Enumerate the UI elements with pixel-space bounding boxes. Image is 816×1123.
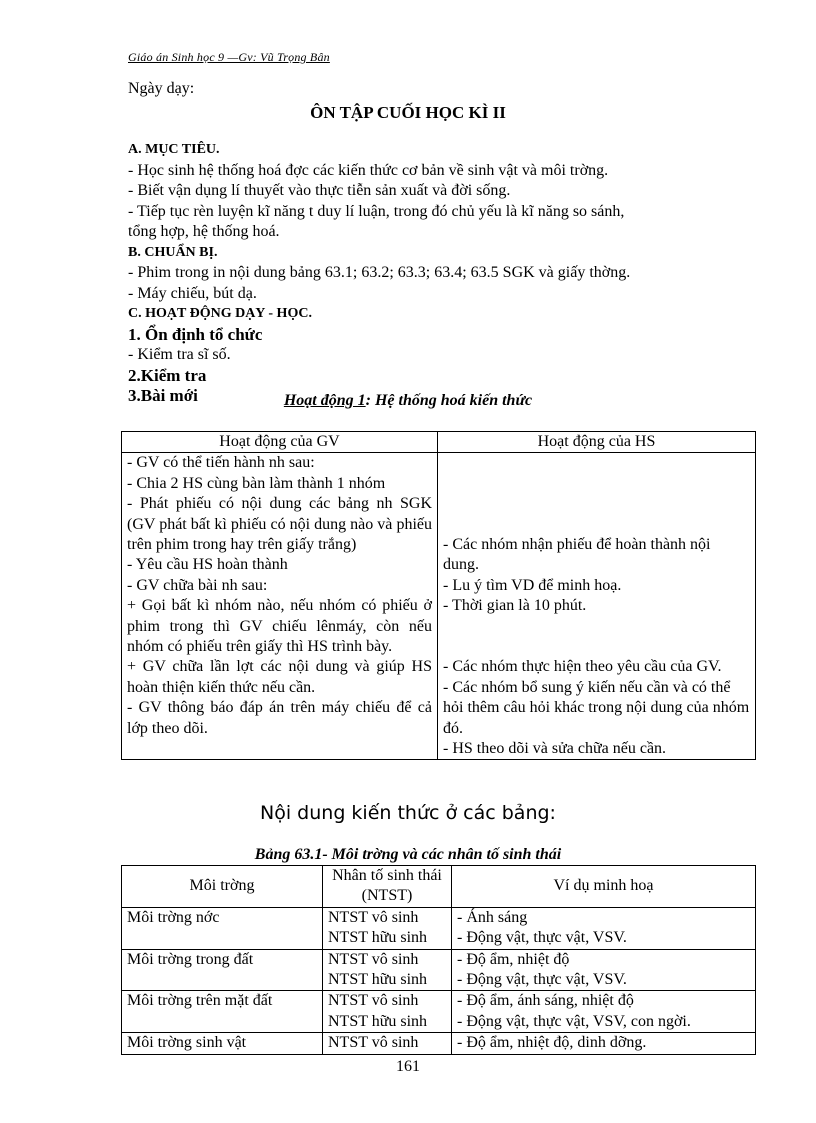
section-a-heading: A. MỤC TIÊU. <box>128 142 220 157</box>
example: - Ánh sáng <box>457 908 528 926</box>
example: - Động vật, thực vật, VSV. <box>457 971 627 989</box>
table-row <box>122 453 756 760</box>
environment-cell: Môi trờng nớc <box>122 907 323 949</box>
section-b-item: - Máy chiếu, bút dạ. <box>128 284 257 302</box>
column-header-factors: Nhân tố sinh thái (NTST) <box>323 866 452 908</box>
factor-cell <box>323 1033 452 1054</box>
gv-step: - Yêu cầu HS hoàn thành <box>127 556 288 574</box>
date-label: Ngày dạy: <box>128 80 195 97</box>
example: - Động vật, thực vật, VSV. <box>457 929 627 947</box>
section-a-item: tổng hợp, hệ thống hoá. <box>128 223 280 240</box>
example: - Động vật, thực vật, VSV, con ngời. <box>457 1012 691 1030</box>
environment-cell: Môi trờng trong đất <box>122 949 323 991</box>
table-row <box>122 949 756 991</box>
example: - Độ ẩm, nhiệt độ, dinh dỡng. <box>457 1034 647 1052</box>
table-row <box>122 907 756 949</box>
section-b-item: - Phim trong in nội dung bảng 63.1; 63.2; 63.3; 63.4; 63.5 SGK và giấy thờng. <box>128 264 631 281</box>
table-row <box>122 991 756 1033</box>
gv-step: - GV có thể tiến hành nh sau: <box>127 454 315 472</box>
table-63-1 <box>121 865 756 1055</box>
example: - Độ ẩm, nhiệt độ <box>457 950 570 968</box>
step-1-heading: 1. Ổn định tổ chức <box>128 324 263 344</box>
section-a-item: - Học sinh hệ thống hoá đợc các kiến thức cơ bản về sinh vật và môi trờng. <box>128 161 609 179</box>
gv-cell <box>122 453 438 760</box>
hs-step: - Các nhóm thực hiện theo yêu cầu của GV. <box>443 658 722 676</box>
activity-table <box>121 431 756 760</box>
running-header: Giáo án Sinh học 9 —Gv: Vũ Trọng Bân <box>128 50 330 64</box>
page-title: ÔN TẬP CUỐI HỌC KÌ II <box>310 103 506 122</box>
environment-cell: Môi trờng sinh vật <box>122 1033 323 1054</box>
step-1-item: - Kiểm tra sĩ số. <box>128 346 231 363</box>
hs-cell <box>438 453 756 760</box>
example-cell <box>452 1033 756 1054</box>
example-cell <box>452 949 756 991</box>
hs-step: - HS theo dõi và sửa chữa nếu cần. <box>443 740 667 758</box>
table-header-row <box>122 866 756 908</box>
factor: NTST vô sinh <box>328 992 419 1010</box>
hs-step: - Các nhóm bổ sung ý kiến nếu cần và có thể hỏi thêm câu hỏi khác trong nội dung của nhóm đó. <box>443 678 750 737</box>
section-a-item: - Biết vận dụng lí thuyết vào thực tiễn sản xuất và đời sống. <box>128 182 511 199</box>
step-3-heading: 3.Bài mới <box>128 386 198 405</box>
factor: NTST vô sinh <box>328 1034 419 1052</box>
activity-1-title: : Hệ thống hoá kiến thức <box>365 392 533 409</box>
factor-cell <box>323 991 452 1033</box>
factor-cell <box>323 907 452 949</box>
table-header-row <box>122 432 756 453</box>
activity-1-label: Hoạt động 1 <box>283 392 366 409</box>
column-header-environment: Môi trờng <box>122 866 323 908</box>
page-number: 161 <box>396 1058 420 1075</box>
factor: NTST vô sinh <box>328 908 419 926</box>
factor: NTST hữu sinh <box>328 929 428 947</box>
example-cell <box>452 907 756 949</box>
step-2-heading: 2.Kiểm tra <box>128 365 207 385</box>
gv-step: - GV chữa bài nh sau: <box>127 576 268 594</box>
gv-step: - Phát phiếu có nội dung các bảng nh SGK (GV phát bất kì phiếu có nội dung nào và phiếu trên phim trong hay trên giấy trắng) <box>127 495 432 554</box>
factor-cell <box>323 949 452 991</box>
hs-step: - Thời gian là 10 phút. <box>443 597 587 615</box>
content-title: Nội dung kiến thức ở các bảng: <box>260 802 556 824</box>
factor: NTST hữu sinh <box>328 1012 428 1030</box>
lesson-body <box>128 140 768 407</box>
activity-1-heading <box>0 392 816 410</box>
factor: NTST vô sinh <box>328 950 419 968</box>
hs-step: - Các nhóm nhận phiếu để hoàn thành nội dung. <box>443 536 711 574</box>
gv-step: - GV thông báo đáp án trên máy chiếu để cả lớp theo dõi. <box>127 699 432 737</box>
table-row <box>122 1033 756 1054</box>
gv-step: - Chia 2 HS cùng bàn làm thành 1 nhóm <box>127 474 386 492</box>
table-63-1-title: Bảng 63.1- Môi trờng và các nhân tố sinh thái <box>254 846 562 863</box>
column-header-hs: Hoạt động của HS <box>438 432 756 453</box>
section-c-heading: C. HOẠT ĐỘNG DẠY - HỌC. <box>128 306 312 321</box>
factor: NTST hữu sinh <box>328 971 428 989</box>
environment-cell: Môi trờng trên mặt đất <box>122 991 323 1033</box>
example: - Độ ẩm, ánh sáng, nhiệt độ <box>457 992 634 1010</box>
section-a-item: - Tiếp tục rèn luyện kĩ năng t duy lí luận, trong đó chủ yếu là kĩ năng so sánh, <box>128 202 625 220</box>
column-header-gv: Hoạt động của GV <box>122 432 438 453</box>
section-b-heading: B. CHUẨN BỊ. <box>128 244 218 260</box>
gv-step: + Gọi bất kì nhóm nào, nếu nhóm có phiếu ở phim trong thì GV chiếu lênmáy, còn nếu nhóm có phiếu trên giấy thì HS trình bày. <box>127 597 432 656</box>
gv-step: + GV chữa lần lợt các nội dung và giúp HS hoàn thiện kiến thức nếu cần. <box>127 658 432 696</box>
hs-step: - Lu ý tìm VD để minh hoạ. <box>443 576 622 594</box>
column-header-examples: Ví dụ minh hoạ <box>452 866 756 908</box>
example-cell <box>452 991 756 1033</box>
